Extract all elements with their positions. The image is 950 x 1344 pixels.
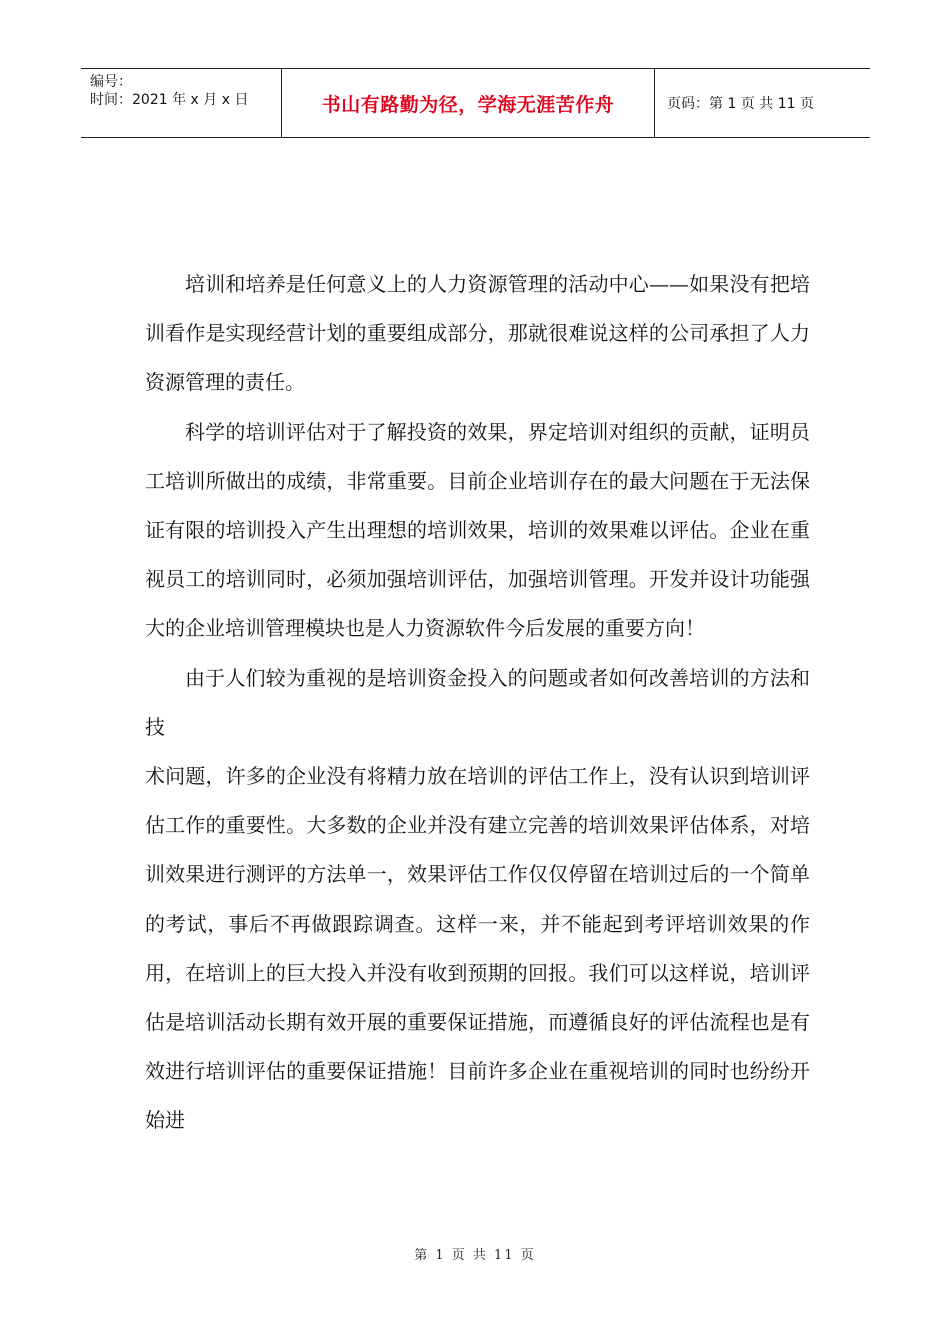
number-label: 编号： — [90, 74, 132, 90]
paragraph-1: 培训和培养是任何意义上的人力资源管理的活动中心——如果没有把培训看作是实现经营计划的重要组成部分，那就很难说这样的公司承担了人力资源管理的责任。 — [145, 272, 810, 395]
date-label: 时间：2021 年 x 月 x 日 — [90, 92, 249, 108]
paragraph-2: 科学的培训评估对于了解投资的效果，界定培训对组织的贡献，证明员工培训所做出的成绩，非常重要。目前企业培训存在的最大问题在于无法保证有限的培训投入产生出理想的培训效果，培训的效果难以评估。企业在重视员工的培训同时，必须加强培训评估，加强培训管理。开发并设计功能强大的企业培训管理模块也是人力资源软件今后发展的重要方向！ — [145, 419, 810, 641]
header-motto: 书山有路勤为径，学海无涯苦作舟 — [282, 69, 655, 137]
header-page-info: 页码：第 1 页 共 11 页 — [667, 96, 814, 112]
document-body — [145, 260, 810, 1146]
page-footer: 第 1 页 共 11 页 — [414, 1248, 536, 1263]
paragraph-4: 术问题，许多的企业没有将精力放在培训的评估工作上，没有认识到培训评估工作的重要性。大多数的企业并没有建立完善的培训效果评估体系，对培训效果进行测评的方法单一，效果评估工作仅仅停留在培训过后的一个简单的考试，事后不再做跟踪调查。这样一来，并不能起到考评培训效果的作用，在培训上的巨大投入并没有收到预期的回报。我们可以这样说，培训评估是培训活动长期有效开展的重要保证措施，而遵循良好的评估流程也是有效进行培训评估的重要保证措施！目前许多企业在重视培训的同时也纷纷开始进 — [145, 764, 810, 1133]
document-header — [81, 68, 870, 138]
paragraph-3: 由于人们较为重视的是培训资金投入的问题或者如何改善培训的方法和技 — [145, 665, 810, 739]
header-meta — [81, 69, 282, 137]
